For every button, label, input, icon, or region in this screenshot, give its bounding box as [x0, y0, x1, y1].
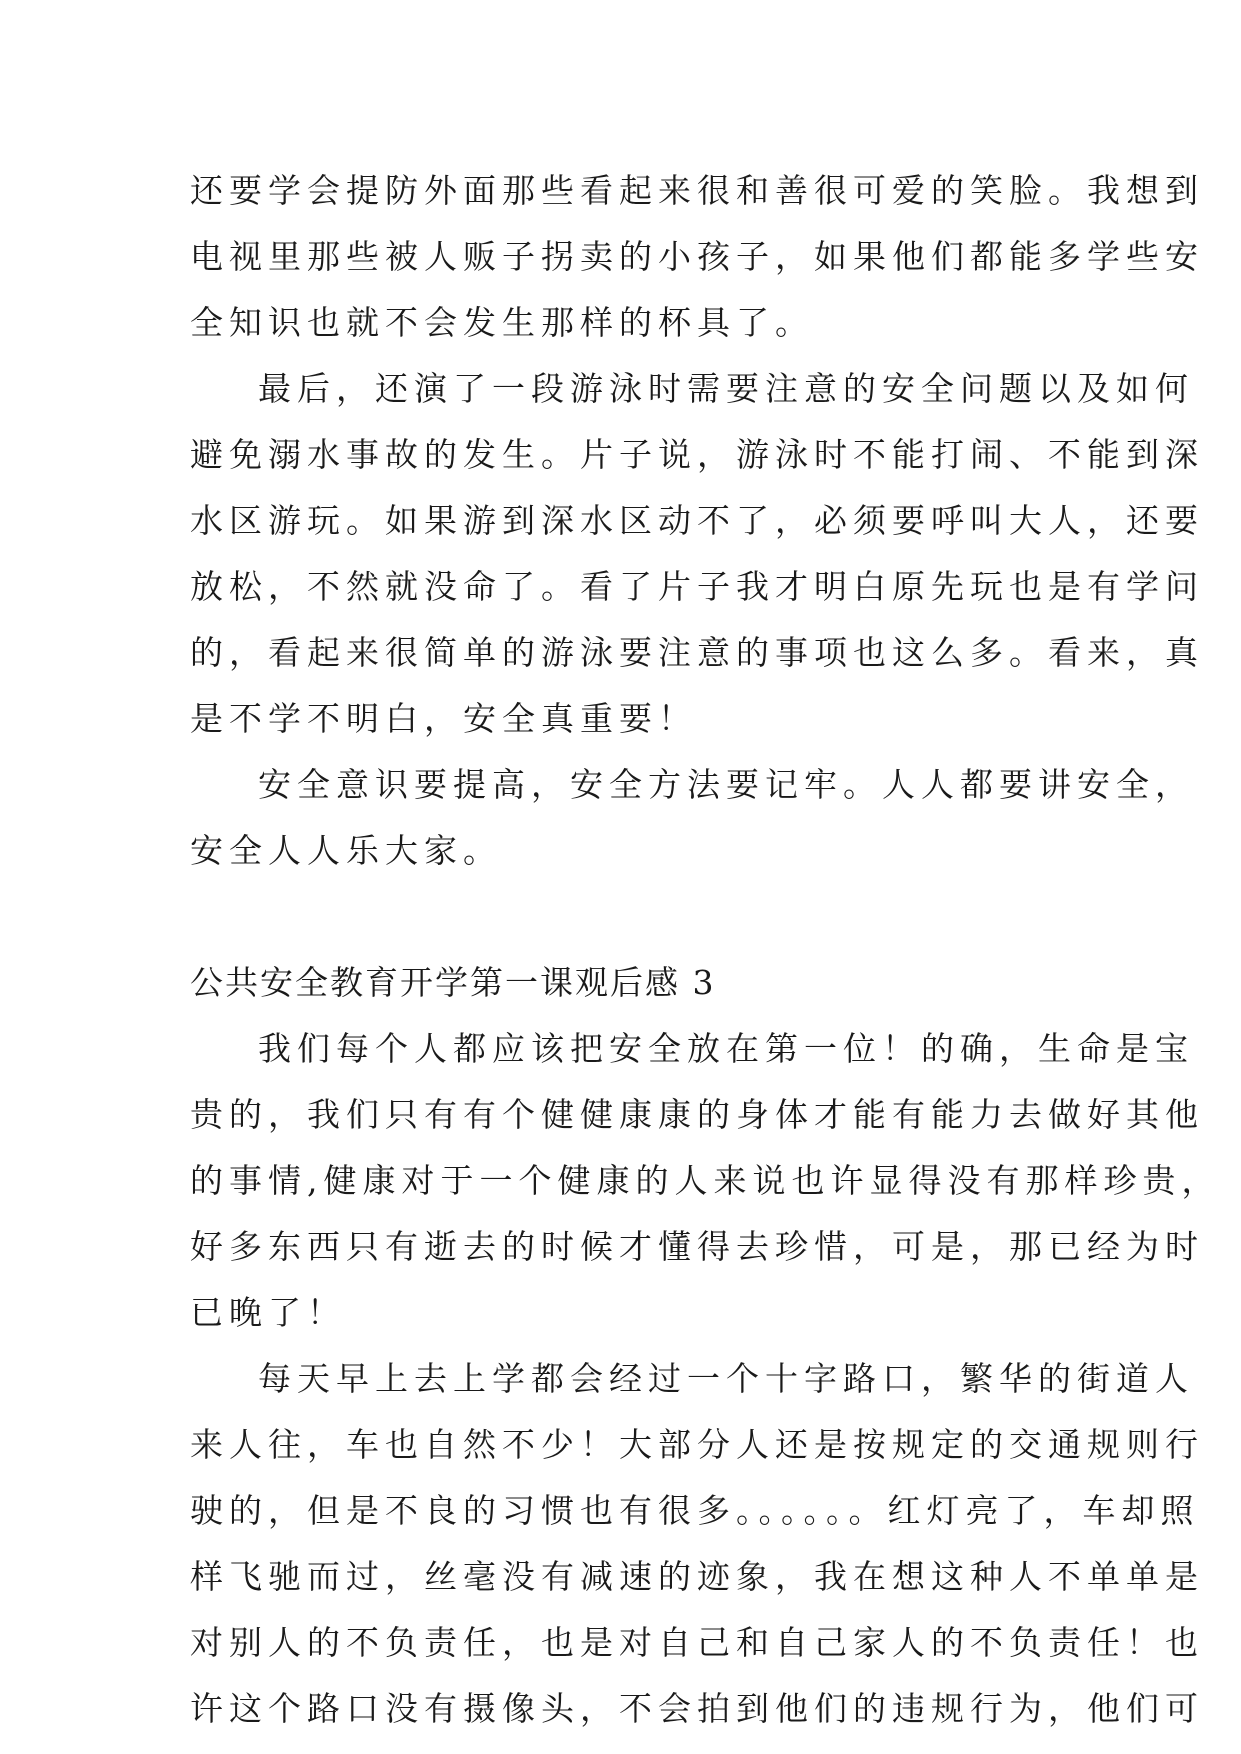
text-line: 电视里那些被人贩子拐卖的小孩子，如果他们都能多学些安	[190, 237, 1204, 276]
section-heading: 公共安全教育开学第一课观后感 3	[190, 963, 716, 1002]
paragraph-first-line: 最后，还演了一段游泳时需要注意的安全问题以及如何	[258, 369, 1194, 408]
text-line: 的，看起来很简单的游泳要注意的事项也这么多。看来，真	[190, 633, 1204, 672]
section-spacer	[190, 884, 1060, 950]
text-line: 许这个路口没有摄像头，不会拍到他们的违规行为，他们可	[190, 1689, 1204, 1728]
text-line: 好多东西只有逝去的时候才懂得去珍惜，可是，那已经为时	[190, 1227, 1204, 1266]
text-line: 已晚了！	[190, 1293, 346, 1332]
text-line: 全知识也就不会发生那样的杯具了。	[190, 303, 814, 342]
paragraph-first-line: 安全意识要提高，安全方法要记牢。人人都要讲安全，	[258, 765, 1194, 804]
text-line: 是不学不明白，安全真重要！	[190, 699, 697, 738]
paragraph-first-line: 我们每个人都应该把安全放在第一位！的确，生命是宝	[258, 1029, 1194, 1068]
document-page	[190, 158, 1221, 1742]
text-line: 的事情,健康对于一个健康的人来说也许显得没有那样珍贵，	[190, 1161, 1221, 1200]
text-line: 对别人的不负责任，也是对自己和自己家人的不负责任！也	[190, 1623, 1204, 1662]
text-line: 避免溺水事故的发生。片子说，游泳时不能打闹、不能到深	[190, 435, 1204, 474]
text-line: 水区游玩。如果游到深水区动不了，必须要呼叫大人，还要	[190, 501, 1204, 540]
text-line: 驶的，但是不良的习惯也有很多。。。。。。红灯亮了，车却照	[190, 1491, 1200, 1530]
text-line: 样飞驰而过，丝毫没有减速的迹象，我在想这种人不单单是	[190, 1557, 1204, 1596]
text-line: 还要学会提防外面那些看起来很和善很可爱的笑脸。我想到	[190, 171, 1204, 210]
text-line: 来人往，车也自然不少！大部分人还是按规定的交通规则行	[190, 1425, 1204, 1464]
paragraph-first-line: 每天早上去上学都会经过一个十字路口，繁华的街道人	[258, 1359, 1194, 1398]
text-line: 贵的，我们只有有个健健康康的身体才能有能力去做好其他	[190, 1095, 1204, 1134]
text-line: 放松，不然就没命了。看了片子我才明白原先玩也是有学问	[190, 567, 1204, 606]
text-line: 安全人人乐大家。	[190, 831, 502, 870]
